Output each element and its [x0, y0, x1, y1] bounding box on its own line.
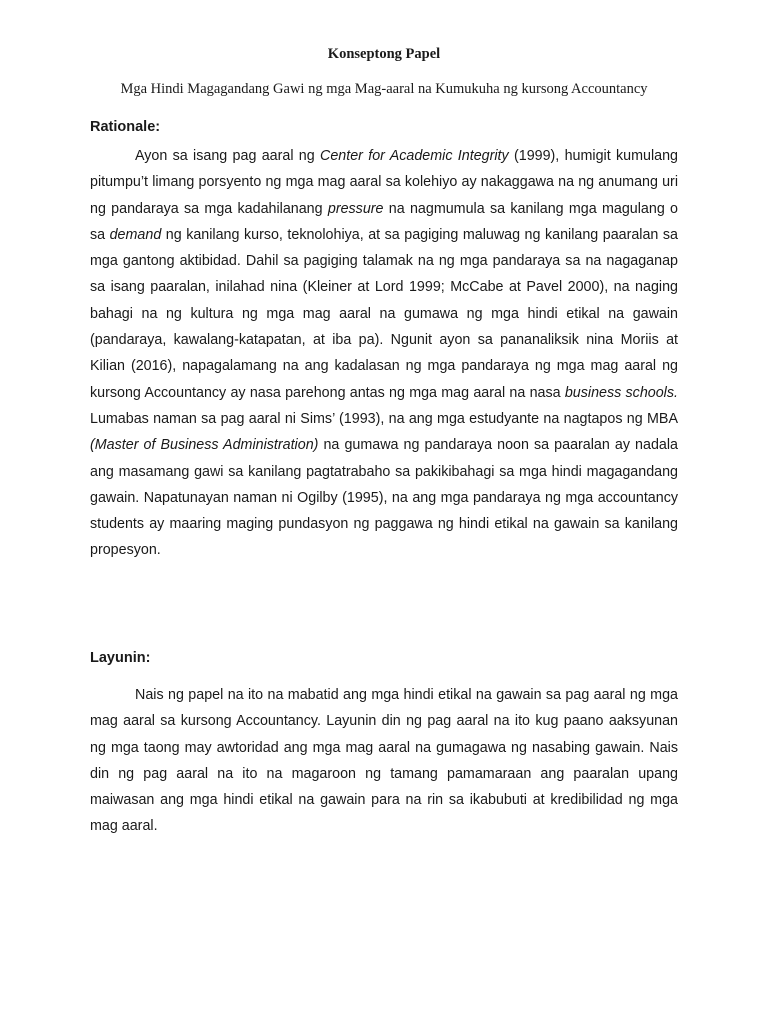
rationale-emphasis: demand — [109, 226, 162, 243]
rationale-text: Ayon sa isang pag aaral ng — [135, 148, 321, 164]
rationale-paragraph — [90, 143, 678, 564]
document-title: Konseptong Papel — [327, 46, 441, 62]
rationale-heading: Rationale: — [90, 119, 161, 135]
rationale-text: na gumawa ng pandaraya noon sa paaralan ay nadala ang masamang gawi sa kanilang pagtatrabaho sa pakikibahagi sa mga hindi magagandang gawain. Napatunayan naman ni Ogilby (1995), na ang mga pandaraya ng mga accountancy students ay maaring maging pundasyon ng paggawa ng hindi etikal na gawain sa kanilang propesyon. — [90, 437, 678, 559]
rationale-text: ng kanilang kurso, teknolohiya, at sa pagiging maluwag ng kanilang paaralan sa mga gantong aktibidad. Dahil sa pagiging talamak na ng mga pandaraya sa na nagaganap sa isang paaralan, inilahad nina (Kleiner at Lord 1999; McCabe at Pavel 2000), na naging bahagi na ng kultura ng mga mag aaral na gumawa ng mga hindi etikal na gawain (pandaraya, kawalang-katapatan, at iba pa). Ngunit ayon sa pananaliksik nina Moriis at Kilian (2016), napagalamang na ang kadalasan ng mga pandaraya ng mga mag aaral ng kursong Accountancy ay nasa parehong antas ng mga mag aaral na nasa — [90, 226, 678, 401]
rationale-emphasis: pressure — [327, 200, 384, 217]
document-subtitle: Mga Hindi Magagandang Gawi ng mga Mag-aaral na Kumukuha ng kursong Accountancy — [120, 81, 648, 97]
layunin-heading: Layunin: — [90, 650, 151, 666]
layunin-paragraph: Nais ng papel na ito na mabatid ang mga hindi etikal na gawain sa pag aaral ng mga mag aaral sa kursong Accountancy. Layunin din ng pag aaral na ito kug paano aaksyunan ng mga taong may awtoridad ang mga mag aaral na gumagawa ng nasabing gawain. Nais din ng pag aaral na ito na magaroon ng tamang pamamaraan ang paaralan upang maiwasan ang mga hindi etikal na gawain para na rin sa ikabubuti at kredibilidad ng mga mag aaral. — [90, 687, 678, 835]
rationale-emphasis: business schools. — [564, 384, 678, 401]
rationale-emphasis: (Master of Business Administration) — [90, 437, 319, 454]
rationale-text: na nagmumula sa kanilang mga magulang o sa — [90, 200, 679, 243]
rationale-text: (1999), humigit kumulang pitumpu’t limang porsyento ng mga mag aaral sa kolehiyo ay nakaggawa na ng anumang uri ng pandaraya sa mga kadahilanang — [90, 148, 678, 217]
rationale-emphasis: Center for Academic Integrity — [320, 148, 509, 164]
rationale-text: Lumabas naman sa pag aaral ni Sims’ (1993), na ang mga estudyante na nagtapos ng MBA — [90, 410, 678, 427]
